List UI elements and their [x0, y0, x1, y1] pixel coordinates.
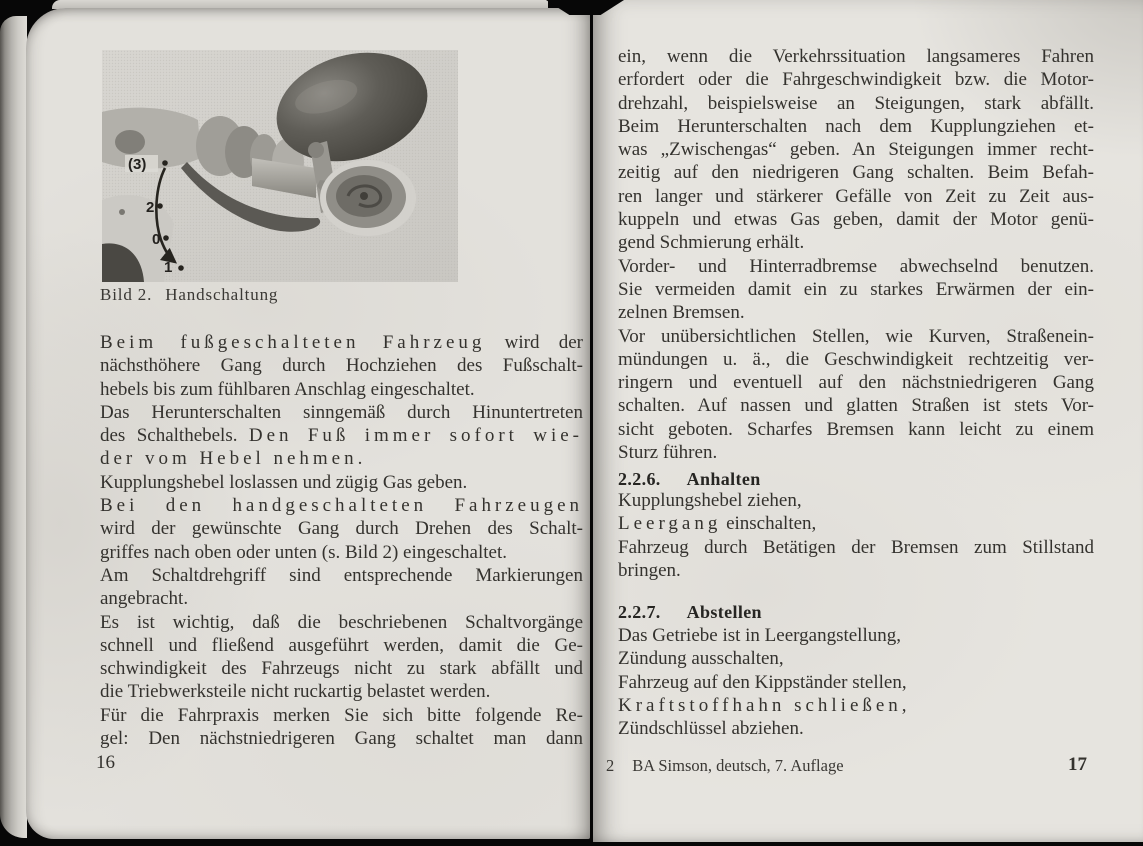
text-line [100, 447, 583, 470]
text-line [100, 378, 583, 401]
section-number: 2.2.6. [618, 469, 661, 489]
text-segment: Fahrzeug durch Betätigen der Bremsen zum Stillstand [618, 536, 1094, 558]
text-segment: Vorder- und Hinterradbremse abwechselnd benutzen. [618, 255, 1094, 277]
gear-mark-3: (3) [128, 156, 147, 173]
text-segment: gend Schmierung erhält. [618, 232, 805, 254]
text-segment: kuppeln und etwas Gas geben, damit der Motor genü- [618, 209, 1094, 231]
section-title: Abstellen [686, 602, 762, 622]
text-line [618, 68, 1094, 91]
text-line [100, 541, 583, 564]
spaced-text-segment: Kraftstoffhahn schließen, [618, 694, 911, 716]
figure-caption-text: Handschaltung [165, 285, 279, 304]
spaced-text-segment: der vom Hebel nehmen. [100, 448, 367, 470]
section-anhalten-text [618, 489, 1094, 582]
text-line [618, 489, 1094, 512]
text-segment: Das Getriebe ist in Leergangstellung, [618, 625, 901, 646]
signature-number: 2 [606, 756, 615, 775]
text-line [618, 671, 1094, 694]
text-line [618, 301, 1094, 324]
text-segment: Beim Herunterschalten nach dem Kupplungziehen et- [618, 115, 1094, 137]
text-segment: schwindigkeit des Fahrzeugs nicht zu stark abfällt und [100, 658, 583, 680]
text-line [618, 138, 1094, 161]
text-line [618, 92, 1094, 115]
text-line [100, 354, 583, 377]
section-title: Anhalten [686, 469, 761, 489]
text-segment: des Schalthebels. [100, 425, 238, 447]
left-page-number: 16 [96, 752, 115, 773]
text-segment: einschalten, [726, 513, 817, 535]
text-line [618, 647, 1094, 670]
horn [320, 160, 416, 236]
text-segment: schalten. Auf nassen und glatten Straßen ist stets Vor- [618, 395, 1094, 417]
text-line [100, 727, 583, 750]
text-segment: ren langer und stärkerer Gefälle von Zeit zu Zeit aus- [618, 185, 1094, 207]
figure-caption-label: Bild 2. [100, 285, 153, 304]
text-line [100, 517, 583, 540]
text-segment: mündungen u. ä., die Geschwindigkeit rechtzeitig ver- [618, 348, 1094, 370]
text-segment: die Triebwerksteile nicht ruckartig belastet werden. [100, 681, 491, 703]
section-number: 2.2.7. [618, 602, 661, 622]
text-line [618, 512, 1094, 535]
text-segment: was „Zwischengas“ geben. An Steigungen immer recht- [618, 139, 1094, 161]
text-line [618, 536, 1094, 559]
text-line [100, 704, 583, 727]
print-signature-footer [606, 756, 844, 776]
text-segment: Für die Fahrpraxis merken Sie sich bitte folgende Re- [100, 704, 583, 726]
section-heading-abstellen [618, 601, 1094, 624]
text-line [618, 278, 1094, 301]
text-segment: gel: Den nächstniedrigeren Gang schaltet man dann [100, 728, 583, 750]
text-segment: Vor unübersichtlichen Stellen, wie Kurven, Straßenein- [618, 325, 1094, 347]
text-segment: zeitig auf den niedrigeren Gang schalten. Beim Befah- [618, 162, 1094, 184]
text-segment: Kupplungshebel ziehen, [618, 490, 802, 511]
text-line [618, 717, 1094, 740]
text-line [100, 331, 583, 354]
text-segment: hebels bis zum fühlbaren Anschlag eingeschaltet. [100, 378, 475, 400]
text-segment: Kupplungshebel loslassen und zügig Gas geben. [100, 471, 468, 493]
text-line [618, 45, 1094, 68]
right-page-number: 17 [1068, 754, 1087, 775]
right-page-text-column [618, 45, 1094, 464]
text-segment: ringern und eventuell auf den nächstniedrigeren Gang [618, 372, 1094, 394]
text-line [618, 624, 1094, 647]
text-segment: Es ist wichtig, daß die beschriebenen Schaltvorgänge [100, 611, 583, 633]
text-line [618, 441, 1094, 464]
text-line [618, 559, 1094, 582]
text-segment: bringen. [618, 559, 681, 581]
text-line [618, 371, 1094, 394]
text-line [100, 494, 583, 517]
text-line [618, 325, 1094, 348]
text-segment: Zündung ausschalten, [618, 648, 784, 670]
text-line [618, 185, 1094, 208]
gear-mark-2: 2 [146, 199, 155, 216]
text-line [100, 657, 583, 680]
text-line [100, 401, 583, 424]
text-segment: sicht geboten. Scharfes Bremsen kann leicht zu einem [618, 418, 1094, 440]
signature-text: BA Simson, deutsch, 7. Auflage [632, 756, 844, 775]
text-segment: Fahrzeug auf den Kippständer stellen, [618, 671, 907, 693]
gear-mark-0: 0 [152, 231, 161, 248]
text-line [100, 424, 583, 447]
text-segment: drehzahl, beispielsweise an Steigungen, stark abfällt. [618, 92, 1094, 114]
text-line [618, 231, 1094, 254]
spaced-text-segment: Bei den handgeschalteten Fahrzeugen [100, 495, 583, 517]
section-heading-anhalten [618, 468, 1094, 491]
text-segment: ein, wenn die Verkehrssituation langsameres Fahren [618, 46, 1094, 67]
gear-mark-1: 1 [164, 259, 173, 276]
text-segment: erfordert oder die Fahrgeschwindigkeit bzw. die Motor- [618, 69, 1094, 91]
text-line [100, 680, 583, 703]
left-page-text-column [100, 331, 583, 750]
text-segment: nächsthöhere Gang durch Hochziehen des Fußschalt- [100, 355, 583, 377]
text-segment: Sie vermeiden damit ein zu starkes Erwärmen der ein- [618, 278, 1094, 300]
text-segment: Zündschlüssel abziehen. [618, 718, 804, 740]
text-line [618, 208, 1094, 231]
figure-caption [100, 285, 520, 305]
text-segment: wird der gewünschte Gang durch Drehen des Schalt- [100, 518, 583, 540]
text-segment: schnell und fließend ausgeführt werden, damit die Ge- [100, 634, 583, 656]
text-line [618, 348, 1094, 371]
spaced-text-segment: Den Fuß immer sofort wie- [248, 425, 584, 447]
spaced-text-segment: Beim fußgeschalteten Fahrzeug [100, 332, 486, 353]
text-line [618, 418, 1094, 441]
text-line [100, 611, 583, 634]
text-segment: Am Schaltdrehgriff sind entsprechende Markierungen [100, 564, 583, 586]
text-segment: zelnen Bremsen. [618, 302, 745, 324]
section-abstellen-text [618, 624, 1094, 740]
text-segment: wird der [504, 332, 584, 353]
text-line [100, 587, 583, 610]
text-segment: angebracht. [100, 588, 189, 610]
text-line [618, 394, 1094, 417]
text-line [100, 564, 583, 587]
text-line [618, 255, 1094, 278]
text-segment: Das Herunterschalten sinngemäß durch Hinuntertreten [100, 401, 583, 423]
figure-handschaltung-photo [102, 50, 458, 282]
text-line [618, 161, 1094, 184]
book-page-edges [0, 16, 27, 838]
text-line [100, 471, 583, 494]
text-line [618, 115, 1094, 138]
text-segment: griffes nach oben oder unten (s. Bild 2) eingeschaltet. [100, 541, 507, 563]
text-line [100, 634, 583, 657]
text-line [618, 694, 1094, 717]
text-segment: Sturz führen. [618, 442, 718, 464]
spaced-text-segment: Leergang [618, 513, 722, 535]
